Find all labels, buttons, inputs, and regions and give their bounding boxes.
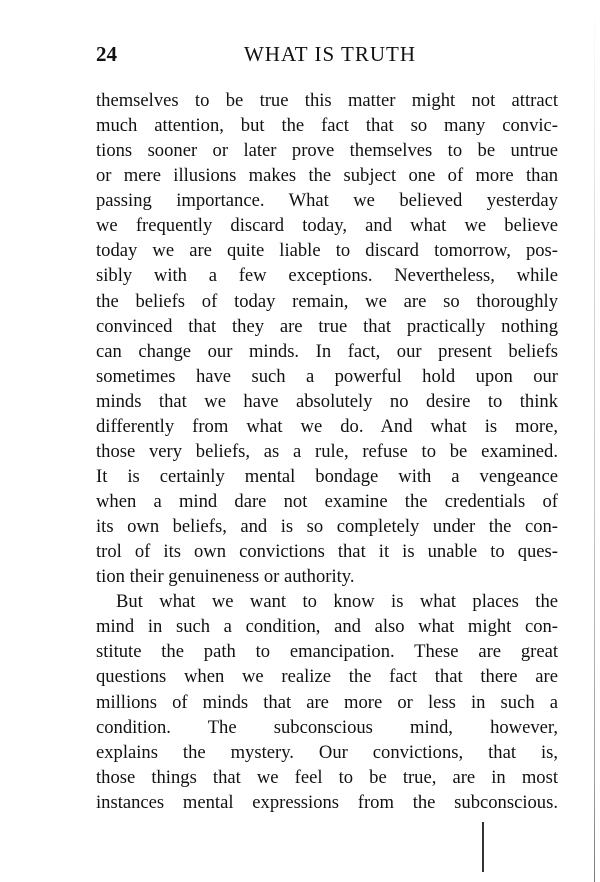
text-line: It is certainly mental bondage with a vengeance — [96, 465, 558, 487]
text-line: questions when we realize the fact that there are — [96, 666, 558, 688]
body-text — [96, 88, 558, 815]
text-line: sometimes have such a powerful hold upon our — [96, 365, 558, 387]
text-line: sibly with a few exceptions. Nevertheless, while — [96, 265, 558, 287]
text-line: the beliefs of today remain, we are so thoroughly — [96, 290, 558, 312]
scan-edge-artifact — [594, 0, 595, 882]
text-line: those very beliefs, as a rule, refuse to be examined. — [96, 440, 558, 462]
text-line: we frequently discard today, and what we believe — [96, 215, 558, 237]
text-line: passing importance. What we believed yesterday — [96, 190, 558, 212]
page-header — [96, 42, 558, 70]
text-line: when a mind dare not examine the credentials of — [96, 491, 558, 512]
text-line: today we are quite liable to discard tomorrow, pos- — [96, 240, 558, 262]
text-line: differently from what we do. And what is more, — [96, 415, 558, 437]
text-line: or mere illusions makes the subject one of more than — [96, 165, 558, 187]
paragraph-start-line: But what we want to know is what places the — [116, 591, 558, 613]
text-line: instances mental expressions from the subconscious. — [96, 791, 558, 813]
text-line: millions of minds that are more or less in such a — [96, 691, 558, 713]
page-number: 24 — [96, 42, 117, 66]
text-line: much attention, but the fact that so many convic- — [96, 115, 558, 137]
text-line: its own beliefs, and is so completely under the con- — [96, 516, 558, 538]
text-line: condition. The subconscious mind, however, — [96, 716, 558, 738]
text-line: those things that we feel to be true, are in most — [96, 766, 558, 788]
text-line: can change our minds. In fact, our present beliefs — [96, 340, 558, 362]
running-title: WHAT IS TRUTH — [243, 42, 417, 66]
text-line: explains the mystery. Our convictions, that is, — [96, 741, 558, 763]
text-line: mind in such a condition, and also what might con- — [96, 616, 558, 638]
text-line: convinced that they are true that practically nothing — [96, 315, 558, 337]
text-line: stitute the path to emancipation. These are great — [96, 641, 558, 663]
paragraph-end-line: tion their genuineness or authority. — [96, 566, 355, 588]
text-line: themselves to be true this matter might not attract — [96, 90, 558, 111]
text-line: minds that we have absolutely no desire to think — [96, 390, 558, 412]
text-line: tions sooner or later prove themselves to be untrue — [96, 140, 558, 162]
scan-mark-artifact — [482, 822, 484, 872]
text-line: trol of its own convictions that it is unable to ques- — [96, 541, 558, 563]
